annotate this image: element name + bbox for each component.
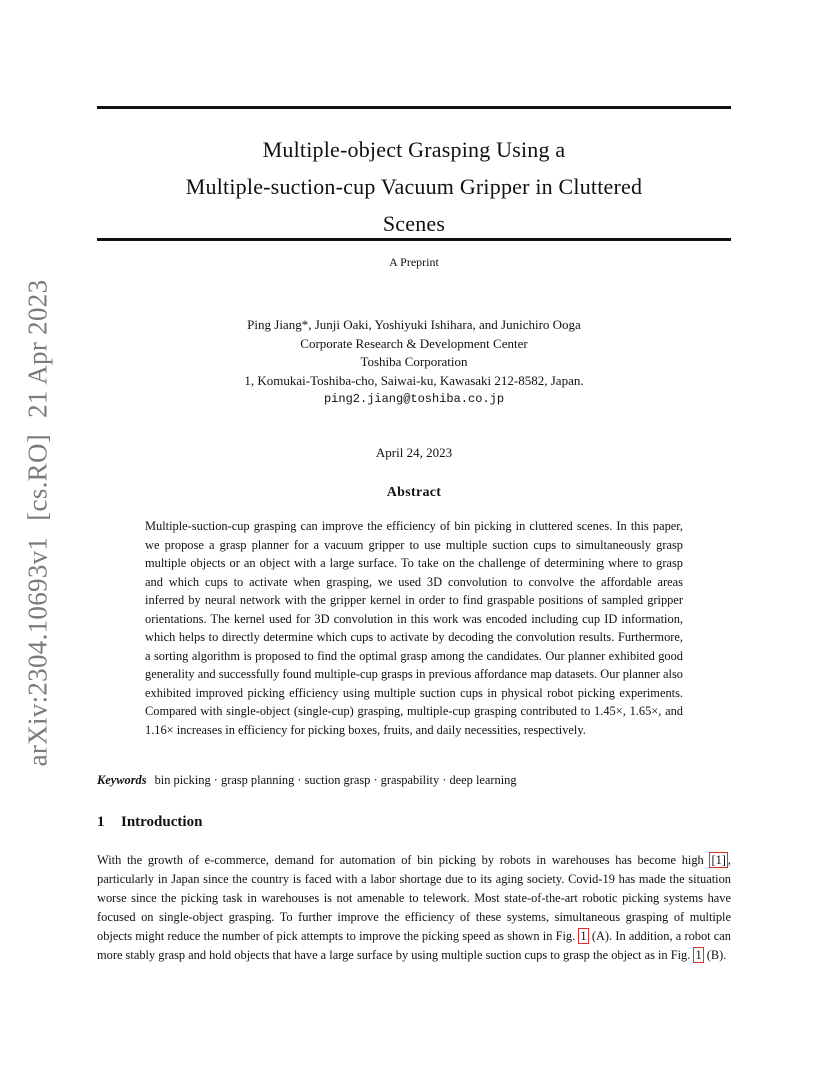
arxiv-id: arXiv:2304.10693v1 (22, 536, 53, 767)
section-number: 1 (97, 814, 105, 830)
affiliation-department: Corporate Research & Development Center (300, 335, 528, 351)
title-line: Multiple-object Grasping Using a (262, 137, 566, 162)
title-rule-bottom (97, 238, 731, 241)
preprint-label: A Preprint (389, 255, 439, 269)
title-line: Multiple-suction-cup Vacuum Gripper in Cluttered (185, 174, 643, 199)
keywords-list: bin picking · grasp planning · suction grasp · graspability · deep learning (154, 773, 517, 787)
intro-text: With the growth of e-commerce, demand for automation of bin picking by robots in warehouses has become high (97, 853, 710, 867)
intro-text: (A). In addition, a robot can more stably grasp and hold objects that have a large surface by using multiple suction cups to grasp the object as in Fig. (97, 929, 731, 963)
section-heading (97, 814, 731, 831)
author-names: Ping Jiang*, Junji Oaki, Yoshiyuki Ishihara, and Junichiro Ooga (247, 317, 581, 332)
citation-link[interactable]: [1] (711, 853, 726, 867)
keywords-line (97, 773, 731, 788)
title-rule-top (97, 106, 731, 109)
paper-title (97, 131, 731, 242)
intro-paragraph (97, 851, 731, 966)
intro-text: (B). (703, 948, 727, 963)
author-block (97, 316, 731, 409)
intro-text: , particularly in Japan since the country is faced with a labor shortage due to its aging society. Covid-19 has made the situation worse since the picking task in warehouses is not amenable to telework. Most state-of-the-art robotic picking systems have focused on single-object grasping. To further improve the efficiency of these systems, simultaneous grasping of multiple objects might reduce the number of pick attempts to improve the picking speed as shown in Fig. (97, 853, 731, 944)
figure-ref-link[interactable]: 1 (695, 948, 702, 963)
affiliation-address: 1, Komukai-Toshiba-cho, Saiwai-ku, Kawasaki 212-8582, Japan. (244, 372, 584, 388)
arxiv-category: [cs.RO] (22, 433, 53, 521)
figure-ref-link[interactable]: 1 (580, 929, 587, 944)
keywords-label: Keywords (97, 773, 147, 787)
abstract-text: Multiple-suction-cup grasping can improve the efficiency of bin picking in cluttered scenes. In this paper, we propose a grasp planner for a vacuum gripper to use multiple suction cups to simultaneously grasp multiple objects or an object with a large surface. To take on the challenge of determining where to grasp and which cups to activate when grasping, we used 3D convolution to convolve the affordable areas inferred by neural network with the gripper kernel in order to find graspable positions of sampled gripper orientations. The kernel used for 3D convolution in this work was encoded including cup ID information, which helps to directly determine which cups to activate by decoding the convolution results. Furthermore, a sorting algorithm is proposed to find the optimal grasp among the candidates. Our planner exhibited good generality and successfully found multiple-cup grasps in previous affordance map datasets. Our planner also exhibited improved picking efficiency using multiple suction cups in physical robot picking experiments. Compared with single-object (single-cup) grasping, multiple-cup grasping contributed to 1.45×, 1.65×, and 1.16× increases in efficiency for picking boxes, fruits, and daily necessities, respectively. (145, 519, 683, 737)
paper-date: April 24, 2023 (375, 445, 453, 460)
section-title: Introduction (121, 814, 203, 830)
affiliation-company: Toshiba Corporation (360, 354, 468, 369)
arxiv-date: 21 Apr 2023 (22, 279, 53, 418)
title-line: Scenes (382, 211, 446, 236)
abstract-heading: Abstract (386, 485, 442, 500)
arxiv-side-stamp (23, 280, 54, 767)
author-email-link[interactable]: ping2.jiang@toshiba.co.jp (323, 392, 505, 406)
